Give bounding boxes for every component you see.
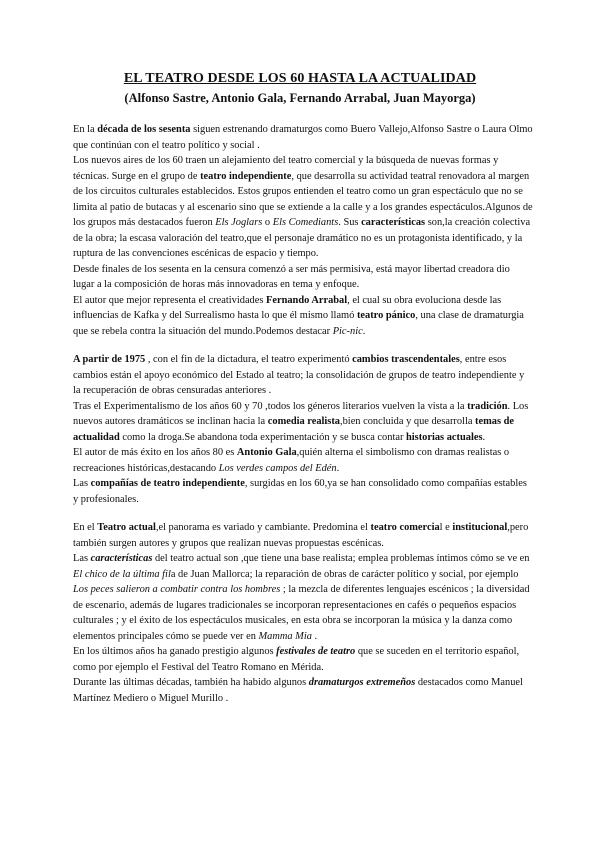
paragraph-gap xyxy=(73,339,533,352)
paragraph-gap xyxy=(73,507,533,520)
paragraph-decada-sesenta: En la década de los sesenta siguen estrenando dramaturgos como Buero Vallejo,Alfonso Sastre o Laura Olmo que continúan con el teatro político y social . xyxy=(73,124,533,151)
paragraph-caracteristicas-actual: Las características del teatro actual son ,que tiene una base realista; emplea problemas íntimos cómo se ve en El chico de la última fila de Juan Mallorca; la reparación de obras de carácter político y social, por ejemplo Los peces salieron a combatir contra los hombres ; la mezcla de diferentes lenguajes escénicos ; la diversidad de escenario, además de lugares tradicionales se incorporan representaciones en cafés o pequeños espacios culturales ; y el éxito de los espectáculos musicales, en esta obra se incorporan la música y la danza como elementos principales cómo se puede ver en Mamma Mia . xyxy=(73,553,530,642)
paragraph-gala: El autor de más éxito en los años 80 es Antonio Gala,quién alterna el simbolismo con dramas realistas o recreaciones históricas,destacando Los verdes campos del Edén. xyxy=(73,447,510,474)
paragraph-tradicion: Tras el Experimentalismo de los años 60 y 70 ,todos los géneros literarios vuelven la vista a la tradición. Los nuevos autores dramáticos se inclinan hacia la comedia realista,bien concluida y que desarrolla temas de actualidad como la droga.Se abandona toda experimentación y se busca contar historias actuales. xyxy=(73,400,529,443)
document-body xyxy=(73,122,533,706)
paragraph-teatro-actual: En el Teatro actual,el panorama es variado y cambiante. Predomina el teatro comercial e institucional,pero también surgen autores y grupos que realizan nuevas propuestas escénicas. xyxy=(73,522,529,549)
document-subtitle: (Alfonso Sastre, Antonio Gala, Fernando Arrabal, Juan Mayorga) xyxy=(124,91,476,105)
paragraph-censura: Desde finales de los sesenta en la censura comenzó a ser más permisiva, está mayor libertad creadora dio lugar a la composición de horas más innovadoras en tema y enfoque. xyxy=(73,263,510,290)
paragraph-arrabal: El autor que mejor representa el creatividades Fernando Arrabal, el cual su obra evoluciona desde las influencias de Kafka y del Surrealismo hasta lo que él mismo llamó teatro pánico, una clase de dramaturgia que se rebela contra la situación del mundo.Podemos destacar Pic-nic. xyxy=(73,294,524,337)
paragraph-festivales: En los últimos años ha ganado prestigio algunos festivales de teatro que se suceden en el territorio español, como por ejemplo el Festival del Teatro Romano en Mérida. xyxy=(73,646,520,673)
paragraph-companias: Las compañías de teatro independiente, surgidas en los 60,ya se han consolidado como compañías estables y profesionales. xyxy=(73,478,527,505)
paragraph-1975: A partir de 1975 , con el fin de la dictadura, el teatro experimentó cambios trascendentales, entre esos cambios están el apoyo económico del Estado al teatro; la consolidación de grupos de teatro independiente y la recuperación de obras censuradas anteriores . xyxy=(73,354,525,396)
paragraph-dramaturgos: Durante las últimas décadas, también ha habido algunos dramaturgos extremeños destacados como Manuel Martínez Mediero o Miguel Murillo . xyxy=(73,677,523,704)
document-title: EL TEATRO DESDE LOS 60 HASTA LA ACTUALIDAD xyxy=(123,71,477,86)
paragraph-teatro-independiente: Los nuevos aires de los 60 traen un alejamiento del teatro comercial y la búsqueda de nuevas formas y técnicas. Surge en el grupo de teatro independiente, que desarrolla su actividad teatral renovadora al margen de los circuitos culturales establecidos. Estos grupos entienden el teatro como un gran espectáculo que no se limita al patio de butacas y al escenario sino que se extiende a la calle y a los grandes espectáculos.Algunos de los grupos más destacados fueron Els Joglars o Els Comediants. Sus características son,la creación colectiva de la obra; la escasa valoración del teatro,que el personaje dramático no es un protagonista identificado, y la ruptura de las convenciones escénicas de espacio y tiempo. xyxy=(73,155,533,259)
